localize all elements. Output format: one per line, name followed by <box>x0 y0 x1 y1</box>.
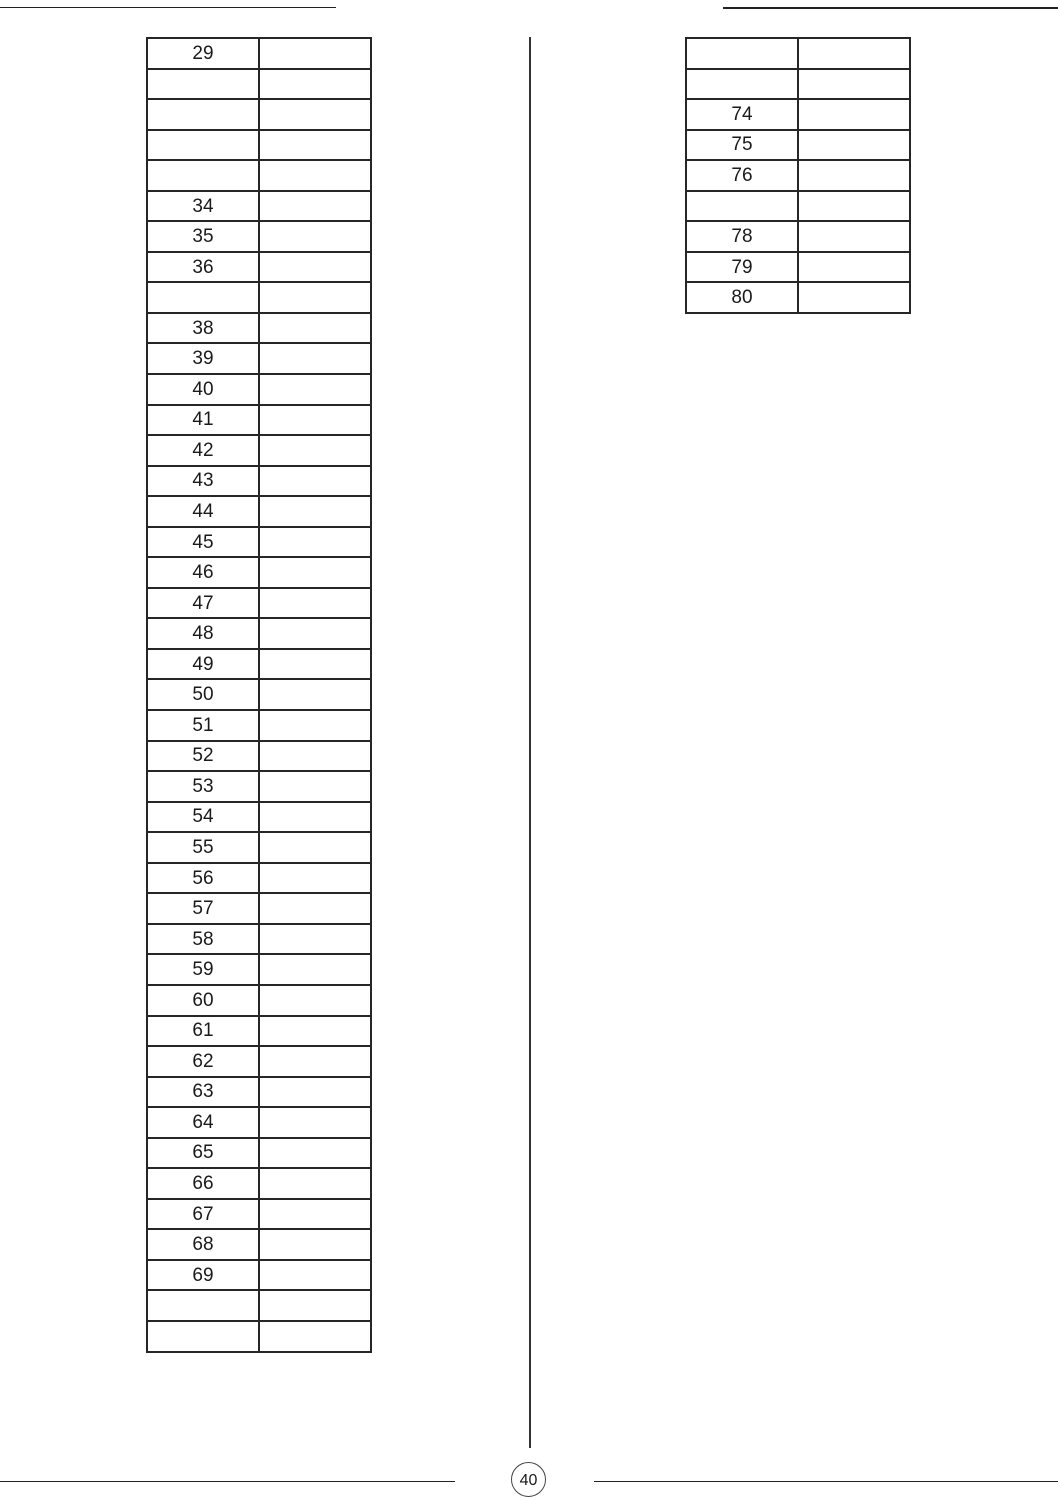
table-row <box>147 99 371 130</box>
answer-cell <box>259 741 371 772</box>
answer-cell <box>259 374 371 405</box>
answer-cell <box>259 282 371 313</box>
answer-cell <box>798 99 910 130</box>
question-number-cell: 45 <box>147 527 259 558</box>
table-row <box>147 893 371 924</box>
table-row <box>147 771 371 802</box>
answer-table-left <box>146 37 372 1353</box>
table-row <box>686 191 910 222</box>
table-row <box>147 496 371 527</box>
answer-cell <box>798 38 910 69</box>
question-number-cell: 60 <box>147 985 259 1016</box>
answer-cell <box>259 1260 371 1291</box>
question-number-cell: 43 <box>147 466 259 497</box>
answer-cell <box>259 832 371 863</box>
footer-rule-left <box>0 1481 455 1482</box>
question-number-cell: 36 <box>147 252 259 283</box>
question-number-cell: 63 <box>147 1077 259 1108</box>
table-row <box>147 69 371 100</box>
question-number-cell: 49 <box>147 649 259 680</box>
question-number-cell: 35 <box>147 221 259 252</box>
question-number-cell <box>147 1321 259 1352</box>
answer-cell <box>259 1290 371 1321</box>
question-number-cell: 65 <box>147 1138 259 1169</box>
table-row <box>147 649 371 680</box>
question-number-cell: 61 <box>147 1016 259 1047</box>
table-row <box>147 557 371 588</box>
question-number-cell: 38 <box>147 313 259 344</box>
table-row <box>147 863 371 894</box>
table-row <box>147 252 371 283</box>
question-number-cell: 53 <box>147 771 259 802</box>
answer-cell <box>259 38 371 69</box>
question-number-cell <box>147 1290 259 1321</box>
answer-cell <box>259 466 371 497</box>
question-number-cell: 47 <box>147 588 259 619</box>
table-row <box>147 1260 371 1291</box>
table-row <box>686 160 910 191</box>
question-number-cell: 76 <box>686 160 798 191</box>
table-row <box>147 954 371 985</box>
question-number-cell <box>147 69 259 100</box>
column-divider <box>529 37 531 1448</box>
answer-cell <box>259 405 371 436</box>
table-row <box>147 1199 371 1230</box>
table-row <box>686 38 910 69</box>
answer-cell <box>259 588 371 619</box>
answer-cell <box>259 313 371 344</box>
table-row <box>147 1290 371 1321</box>
question-number-cell: 46 <box>147 557 259 588</box>
question-number-cell <box>147 160 259 191</box>
answer-cell <box>259 69 371 100</box>
table-row <box>686 282 910 313</box>
answer-cell <box>259 160 371 191</box>
question-number-cell: 79 <box>686 252 798 283</box>
table-row <box>147 405 371 436</box>
question-number-cell: 75 <box>686 130 798 161</box>
table-row <box>147 130 371 161</box>
answer-cell <box>798 130 910 161</box>
table-row <box>147 802 371 833</box>
question-number-cell: 55 <box>147 832 259 863</box>
page-number: 40 <box>511 1462 546 1497</box>
question-number-cell <box>686 69 798 100</box>
answer-cell <box>798 252 910 283</box>
answer-cell <box>259 1199 371 1230</box>
table-row <box>147 1229 371 1260</box>
question-number-cell: 66 <box>147 1168 259 1199</box>
table-row <box>147 282 371 313</box>
question-number-cell: 57 <box>147 893 259 924</box>
answer-cell <box>259 649 371 680</box>
table-row <box>147 741 371 772</box>
question-number-cell: 29 <box>147 38 259 69</box>
answer-cell <box>259 1168 371 1199</box>
answer-cell <box>259 771 371 802</box>
answer-cell <box>259 252 371 283</box>
table-row <box>147 588 371 619</box>
question-number-cell: 52 <box>147 741 259 772</box>
header-rule-left <box>0 7 336 8</box>
question-number-cell: 64 <box>147 1107 259 1138</box>
table-row <box>147 1138 371 1169</box>
answer-cell <box>259 1077 371 1108</box>
question-number-cell: 68 <box>147 1229 259 1260</box>
answer-cell <box>259 802 371 833</box>
answer-cell <box>259 130 371 161</box>
answer-cell <box>259 1229 371 1260</box>
answer-cell <box>259 710 371 741</box>
table-row <box>147 466 371 497</box>
answer-cell <box>259 557 371 588</box>
table-row <box>147 343 371 374</box>
table-row <box>147 221 371 252</box>
answer-cell <box>259 1321 371 1352</box>
question-number-cell: 62 <box>147 1046 259 1077</box>
question-number-cell: 48 <box>147 618 259 649</box>
question-number-cell: 39 <box>147 343 259 374</box>
question-number-cell: 44 <box>147 496 259 527</box>
table-row <box>147 313 371 344</box>
answer-cell <box>259 1046 371 1077</box>
table-row <box>147 435 371 466</box>
table-row <box>147 1016 371 1047</box>
question-number-cell: 40 <box>147 374 259 405</box>
question-number-cell: 58 <box>147 924 259 955</box>
answer-cell <box>259 496 371 527</box>
table-row <box>686 99 910 130</box>
table-row <box>147 710 371 741</box>
table-row <box>147 1168 371 1199</box>
footer-rule-right <box>594 1481 1058 1482</box>
table-row <box>686 69 910 100</box>
question-number-cell: 41 <box>147 405 259 436</box>
question-number-cell <box>147 99 259 130</box>
table-row <box>147 1046 371 1077</box>
answer-cell <box>259 954 371 985</box>
answer-cell <box>259 1016 371 1047</box>
answer-cell <box>259 527 371 558</box>
answer-cell <box>259 1138 371 1169</box>
question-number-cell: 42 <box>147 435 259 466</box>
table-row <box>147 924 371 955</box>
table-row <box>147 1107 371 1138</box>
question-number-cell <box>147 282 259 313</box>
table-row <box>147 160 371 191</box>
answer-cell <box>259 191 371 222</box>
table-row <box>147 191 371 222</box>
answer-cell <box>259 435 371 466</box>
table-row <box>686 221 910 252</box>
answer-cell <box>798 160 910 191</box>
question-number-cell: 78 <box>686 221 798 252</box>
table-row <box>147 1321 371 1352</box>
answer-cell <box>798 191 910 222</box>
question-number-cell: 67 <box>147 1199 259 1230</box>
question-number-cell: 34 <box>147 191 259 222</box>
table-row <box>686 130 910 161</box>
table-row <box>147 374 371 405</box>
answer-cell <box>798 282 910 313</box>
question-number-cell <box>686 38 798 69</box>
answer-cell <box>259 343 371 374</box>
table-row <box>147 38 371 69</box>
header-rule-right <box>723 7 1058 9</box>
answer-cell <box>798 69 910 100</box>
answer-cell <box>259 1107 371 1138</box>
table-row <box>686 252 910 283</box>
answer-cell <box>259 893 371 924</box>
answer-cell <box>798 221 910 252</box>
answer-table-right <box>685 37 911 314</box>
table-row <box>147 1077 371 1108</box>
answer-cell <box>259 863 371 894</box>
table-row <box>147 618 371 649</box>
question-number-cell <box>147 130 259 161</box>
answer-cell <box>259 99 371 130</box>
question-number-cell: 51 <box>147 710 259 741</box>
answer-cell <box>259 221 371 252</box>
answer-cell <box>259 924 371 955</box>
table-row <box>147 832 371 863</box>
table-row <box>147 679 371 710</box>
answer-cell <box>259 618 371 649</box>
question-number-cell: 50 <box>147 679 259 710</box>
question-number-cell: 74 <box>686 99 798 130</box>
question-number-cell: 69 <box>147 1260 259 1291</box>
table-row <box>147 985 371 1016</box>
table-row <box>147 527 371 558</box>
question-number-cell: 80 <box>686 282 798 313</box>
answer-cell <box>259 985 371 1016</box>
answer-cell <box>259 679 371 710</box>
question-number-cell: 59 <box>147 954 259 985</box>
question-number-cell <box>686 191 798 222</box>
question-number-cell: 54 <box>147 802 259 833</box>
question-number-cell: 56 <box>147 863 259 894</box>
